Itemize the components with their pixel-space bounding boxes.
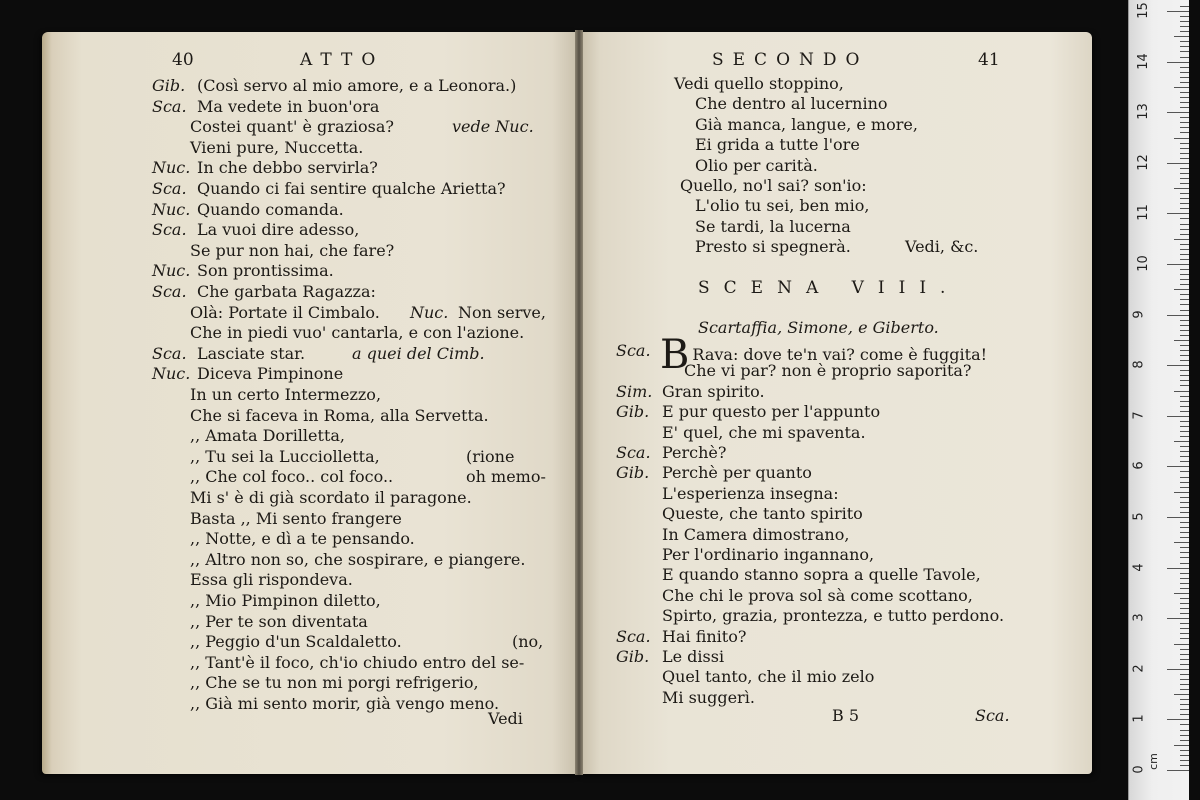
ruler-tick (1180, 755, 1189, 756)
verse-line: Già manca, langue, e more, (695, 114, 918, 134)
dialogue-line: Olà: Portate il Cimbalo. (190, 302, 380, 322)
ruler-unit: cm (1146, 753, 1160, 770)
ruler-tick (1174, 391, 1189, 392)
dialogue-line: Mi suggerì. (662, 687, 755, 707)
ruler-tick (1180, 224, 1189, 225)
dialogue-line: L'esperienza insegna: (662, 483, 839, 503)
dialogue-line: (Così servo al mio amore, e a Leonora.) (197, 76, 517, 95)
ruler-tick (1180, 451, 1189, 452)
dialogue-line: ,, Per te son diventata (190, 611, 368, 631)
speaker-label: Gib. (152, 76, 186, 95)
ruler-tick (1180, 613, 1189, 614)
ruler-tick (1180, 583, 1189, 584)
verse-line: Vedi quello stoppino, (674, 74, 844, 93)
ruler-tick (1180, 218, 1189, 219)
ruler-tick (1180, 67, 1189, 68)
ruler-tick (1180, 578, 1189, 579)
ruler-tick (1180, 659, 1189, 660)
ruler-tick (1180, 674, 1189, 675)
ruler-tick (1180, 229, 1189, 230)
speaker-label: Gib. (616, 402, 650, 422)
ruler-tick (1180, 325, 1189, 326)
stage-direction: vede Nuc. (452, 117, 534, 137)
ruler-tick (1180, 401, 1189, 402)
ruler-tick (1174, 542, 1189, 543)
ruler-tick (1180, 385, 1189, 386)
ruler-tick (1180, 183, 1189, 184)
ruler-tick (1180, 532, 1189, 533)
ruler-tick (1180, 375, 1189, 376)
ruler-tick (1180, 244, 1189, 245)
dialogue-line: E' quel, che mi spaventa. (662, 422, 866, 442)
ruler-tick (1180, 396, 1189, 397)
book-gutter (575, 30, 583, 775)
dialogue-line: Son prontissima. (197, 261, 334, 281)
ruler-tick (1180, 72, 1189, 73)
ruler-tick (1180, 709, 1189, 710)
dialogue-line: Queste, che tanto spirito (662, 504, 863, 524)
ruler-tick (1180, 360, 1189, 361)
ruler-tick (1167, 112, 1189, 113)
dialogue-line: ,, Tu sei la Lucciolletta, (190, 446, 380, 466)
ruler-tick (1180, 310, 1189, 311)
ruler-tick (1180, 714, 1189, 715)
speaker-label: Sca. (152, 179, 187, 198)
left-running-head: ATTO (300, 50, 385, 70)
dialogue-line: Non serve, (458, 302, 546, 322)
ruler-tick (1180, 320, 1189, 321)
ruler-number: 0 (1131, 765, 1147, 774)
dialogue-line: Le dissi (662, 647, 725, 666)
ruler-tick (1180, 269, 1189, 270)
ruler-tick (1180, 563, 1189, 564)
dialogue-line: Lasciate star. (197, 343, 306, 363)
speaker-label: Gib. (616, 647, 650, 666)
dialogue-line: E quando stanno sopra a quelle Tavole, (662, 565, 981, 585)
ruler-tick (1180, 153, 1189, 154)
ruler-tick (1180, 537, 1189, 538)
ruler-tick (1174, 289, 1189, 290)
dialogue-line: Per l'ordinario ingannano, (662, 545, 875, 564)
speaker-label: Nuc. (410, 302, 449, 322)
right-page-number: 41 (978, 50, 1000, 70)
line-continuation: (no, (512, 632, 544, 652)
ruler-tick (1180, 82, 1189, 83)
speaker-label: Sca. (152, 343, 187, 363)
ruler-tick (1180, 51, 1189, 52)
drop-initial: B (660, 332, 690, 378)
ruler-tick (1180, 649, 1189, 650)
dialogue-line: Mi s' è di già scordato il paragone. (190, 488, 472, 507)
ruler-tick (1180, 527, 1189, 528)
ruler-tick (1167, 517, 1189, 518)
ruler-tick (1180, 461, 1189, 462)
speaker-label: Sca. (152, 220, 187, 240)
dialogue-line: Ma vedete in buon'ora (197, 96, 380, 116)
ruler-tick (1180, 132, 1189, 133)
verse-line: Che dentro al lucernino (695, 94, 888, 114)
ruler-number: 15 (1135, 2, 1151, 19)
speaker-label: Sca. (616, 341, 651, 360)
ruler-tick (1167, 416, 1189, 417)
dialogue-text: Rava: dove te'n vai? come è fuggita! (692, 345, 988, 364)
right-running-head: SECONDO (712, 50, 869, 70)
ruler-tick (1180, 735, 1189, 736)
ruler-tick (1180, 730, 1189, 731)
scene-characters: Scartaffia, Simone, e Giberto. (698, 318, 939, 337)
ruler-tick (1174, 188, 1189, 189)
dialogue-line: Che vi par? non è proprio saporita? (684, 361, 972, 381)
line-continuation: oh memo- (466, 467, 546, 487)
ruler-tick (1180, 355, 1189, 356)
speaker-label: Nuc. (152, 261, 191, 281)
right-catchword: Sca. (975, 706, 1010, 725)
stage-direction: a quei del Cimb. (352, 343, 485, 363)
ruler-tick (1180, 31, 1189, 32)
ruler-tick (1180, 127, 1189, 128)
ruler-tick (1180, 699, 1189, 700)
ruler-tick (1174, 492, 1189, 493)
ruler-tick (1167, 770, 1189, 771)
dialogue-line: ,, Che col foco.. col foco.. (190, 467, 394, 487)
ruler-tick (1180, 178, 1189, 179)
ruler-tick (1180, 173, 1189, 174)
dialogue-line: Perchè? (662, 443, 727, 462)
dialogue-line: Hai finito? (662, 626, 747, 646)
ruler-tick (1180, 497, 1189, 498)
ruler-tick (1180, 279, 1189, 280)
ruler-tick (1180, 21, 1189, 22)
dialogue-line: In un certo Intermezzo, (190, 385, 382, 404)
ruler-tick (1167, 618, 1189, 619)
ruler-tick (1180, 765, 1189, 766)
dialogue-line: Perchè per quanto (662, 463, 812, 483)
ruler-tick (1180, 411, 1189, 412)
ruler-tick (1180, 598, 1189, 599)
ruler-tick (1180, 259, 1189, 260)
ruler-tick (1180, 304, 1189, 305)
ruler-tick (1174, 87, 1189, 88)
speaker-label: Nuc. (152, 199, 191, 219)
ruler-tick (1180, 471, 1189, 472)
dialogue-line: In Camera dimostrano, (662, 524, 850, 544)
ruler-number: 8 (1131, 360, 1147, 369)
ruler-tick (1180, 370, 1189, 371)
dialogue-line: ,, Mio Pimpinon diletto, (190, 591, 381, 610)
dialogue-line: La vuoi dire adesso, (197, 220, 360, 240)
ruler-tick (1167, 315, 1189, 316)
speaker-label: Sim. (616, 381, 653, 401)
ruler-tick (1174, 36, 1189, 37)
ruler-number: 5 (1131, 512, 1147, 521)
dialogue-line: E pur questo per l'appunto (662, 402, 881, 422)
ruler-number: 4 (1131, 562, 1147, 572)
ruler-tick (1180, 679, 1189, 680)
dialogue-line: Quando ci fai sentire qualche Arietta? (197, 179, 506, 198)
ruler-tick (1180, 557, 1189, 558)
ruler-tick (1180, 750, 1189, 751)
ruler-tick (1180, 446, 1189, 447)
dialogue-line: ,, Già mi sento morir, già vengo meno. (190, 694, 500, 713)
ruler-tick (1180, 431, 1189, 432)
ruler-tick (1180, 249, 1189, 250)
ruler-number: 3 (1131, 613, 1147, 622)
ruler-tick (1180, 502, 1189, 503)
dialogue-line: ,, Amata Dorilletta, (190, 426, 345, 446)
dialogue-line: Se pur non hai, che fare? (190, 240, 395, 260)
ruler-tick (1180, 603, 1189, 604)
ruler-tick (1167, 264, 1189, 265)
ruler-tick (1180, 193, 1189, 194)
ruler-tick (1180, 477, 1189, 478)
ruler-tick (1180, 158, 1189, 159)
ruler-number: 13 (1135, 103, 1151, 120)
dialogue-line: Che si faceva in Roma, alla Servetta. (190, 405, 489, 425)
ruler-tick (1180, 41, 1189, 42)
ruler-tick (1180, 608, 1189, 609)
ruler-tick (1180, 623, 1189, 624)
ruler-tick (1180, 143, 1189, 144)
ruler-tick (1180, 26, 1189, 27)
dialogue-line: ,, Che se tu non mi porgi refrigerio, (190, 673, 479, 693)
dialogue-line: Spirto, grazia, prontezza, e tutto perdono. (662, 606, 1005, 626)
ruler-tick (1180, 345, 1189, 346)
dialogue-line: Quel tanto, che il mio zelo (662, 667, 875, 687)
speaker-label: Sca. (152, 282, 187, 301)
ruler-tick (1174, 745, 1189, 746)
ruler-tick (1174, 340, 1189, 341)
ruler-tick (1180, 588, 1189, 589)
ruler-tick (1180, 380, 1189, 381)
ruler-tick (1180, 628, 1189, 629)
dialogue-line: Costei quant' è graziosa? (190, 117, 394, 137)
ruler-tick (1180, 406, 1189, 407)
ruler-number: 11 (1135, 204, 1151, 222)
ruler-tick (1180, 426, 1189, 427)
ruler-tick (1180, 638, 1189, 639)
ruler-tick (1167, 213, 1189, 214)
ruler-tick (1180, 573, 1189, 574)
dialogue-line: ,, Tant'è il foco, ch'io chiudo entro del se- (190, 652, 525, 672)
ruler-tick (1180, 684, 1189, 685)
ruler-tick (1180, 284, 1189, 285)
dialogue-line: Che chi le prova sol sà come scottano, (662, 585, 973, 605)
ruler-tick (1180, 254, 1189, 255)
ruler-tick (1174, 593, 1189, 594)
ruler-number: 7 (1131, 411, 1147, 420)
ruler-tick (1180, 117, 1189, 118)
ruler-tick (1180, 16, 1189, 17)
ruler-tick (1180, 350, 1189, 351)
ruler-tick (1180, 552, 1189, 553)
ruler-tick (1167, 669, 1189, 670)
dialogue-line: In che debbo servirla? (197, 158, 378, 178)
ruler-tick (1180, 724, 1189, 725)
ruler-tick (1174, 138, 1189, 139)
ruler-tick (1180, 654, 1189, 655)
speaker-label: Nuc. (152, 158, 191, 178)
dialogue-line: ,, Notte, e dì a te pensando. (190, 529, 415, 549)
ruler-tick (1180, 234, 1189, 235)
line-continuation: (rione (466, 446, 515, 466)
ruler-tick (1180, 168, 1189, 169)
ruler-number: 14 (1135, 52, 1151, 70)
ruler-tick (1180, 198, 1189, 199)
dialogue-line: ,, Altro non so, che sospirare, e piangere. (190, 549, 526, 569)
ruler-tick (1180, 46, 1189, 47)
ruler-tick (1167, 365, 1189, 366)
speaker-label: Sca. (616, 443, 651, 462)
ruler-tick (1180, 436, 1189, 437)
verse-line: Se tardi, la lucerna (695, 216, 851, 236)
ruler-number: 9 (1131, 309, 1147, 319)
verse-line: Quello, no'l sai? son'io: (680, 176, 867, 195)
verse-line: Presto si spegnerà. (695, 237, 851, 257)
ruler-tick (1180, 294, 1189, 295)
ruler-tick (1167, 11, 1189, 12)
ruler-tick (1180, 107, 1189, 108)
dialogue-line: Quando comanda. (197, 199, 344, 219)
dialogue-line: Vieni pure, Nuccetta. (190, 137, 364, 157)
ruler-tick (1180, 633, 1189, 634)
dialogue-line: Basta ,, Mi sento frangere (190, 508, 402, 528)
signature-mark: B 5 (832, 706, 860, 725)
ruler-tick (1180, 203, 1189, 204)
verse-line: Ei grida a tutte l'ore (695, 135, 860, 155)
ruler-tick (1174, 239, 1189, 240)
ruler-tick (1180, 208, 1189, 209)
ruler-tick (1180, 456, 1189, 457)
ruler-tick (1180, 522, 1189, 523)
ruler-tick (1180, 704, 1189, 705)
ruler-tick (1180, 689, 1189, 690)
ruler-tick (1167, 62, 1189, 63)
speaker-label: Nuc. (152, 364, 191, 384)
ruler-number: 12 (1135, 154, 1151, 171)
ruler-tick (1174, 694, 1189, 695)
ruler-tick (1174, 644, 1189, 645)
ruler-tick (1180, 547, 1189, 548)
ruler-tick (1180, 97, 1189, 98)
ruler-tick (1180, 6, 1189, 7)
ruler-tick (1180, 92, 1189, 93)
ruler-tick (1180, 335, 1189, 336)
ruler-tick (1180, 102, 1189, 103)
speaker-label: Sca. (616, 626, 651, 646)
left-catchword: Vedi (488, 709, 523, 728)
ruler-tick (1180, 487, 1189, 488)
ruler-tick (1180, 512, 1189, 513)
speaker-label: Sca. (152, 96, 187, 116)
ruler-tick (1167, 568, 1189, 569)
ruler-tick (1180, 77, 1189, 78)
ruler-tick (1180, 148, 1189, 149)
left-page-number: 40 (172, 50, 194, 70)
ruler-tick (1180, 740, 1189, 741)
ruler-tick (1180, 482, 1189, 483)
ruler-tick (1167, 719, 1189, 720)
line-continuation: Vedi, &c. (905, 237, 979, 257)
ruler-number: 1 (1131, 714, 1147, 724)
dialogue-line: Che garbata Ragazza: (197, 282, 376, 301)
scene-heading: SCENA VIII. (698, 278, 960, 298)
ruler-number: 6 (1131, 461, 1147, 471)
ruler-tick (1167, 163, 1189, 164)
ruler-tick (1180, 122, 1189, 123)
dialogue-line: Diceva Pimpinone (197, 364, 344, 384)
ruler-number: 2 (1131, 664, 1147, 673)
ruler-tick (1180, 760, 1189, 761)
ruler-number: 10 (1135, 255, 1151, 272)
dialogue-line: ,, Peggio d'un Scaldaletto. (190, 632, 402, 652)
verse-line: Olio per carità. (695, 155, 818, 175)
ruler-tick (1174, 441, 1189, 442)
ruler-tick (1180, 507, 1189, 508)
measuring-ruler (1128, 0, 1189, 800)
dialogue-line: Gran spirito. (662, 381, 765, 401)
ruler-tick (1180, 664, 1189, 665)
ruler-tick (1180, 299, 1189, 300)
speaker-label: Gib. (616, 463, 650, 483)
ruler-tick (1180, 421, 1189, 422)
dialogue-line: Essa gli rispondeva. (190, 570, 353, 590)
ruler-tick (1180, 330, 1189, 331)
verse-line: L'olio tu sei, ben mio, (695, 196, 870, 216)
ruler-tick (1167, 466, 1189, 467)
ruler-tick (1180, 57, 1189, 58)
dialogue-line: Che in piedi vuo' cantarla, e con l'azione. (190, 323, 525, 343)
ruler-tick (1180, 274, 1189, 275)
